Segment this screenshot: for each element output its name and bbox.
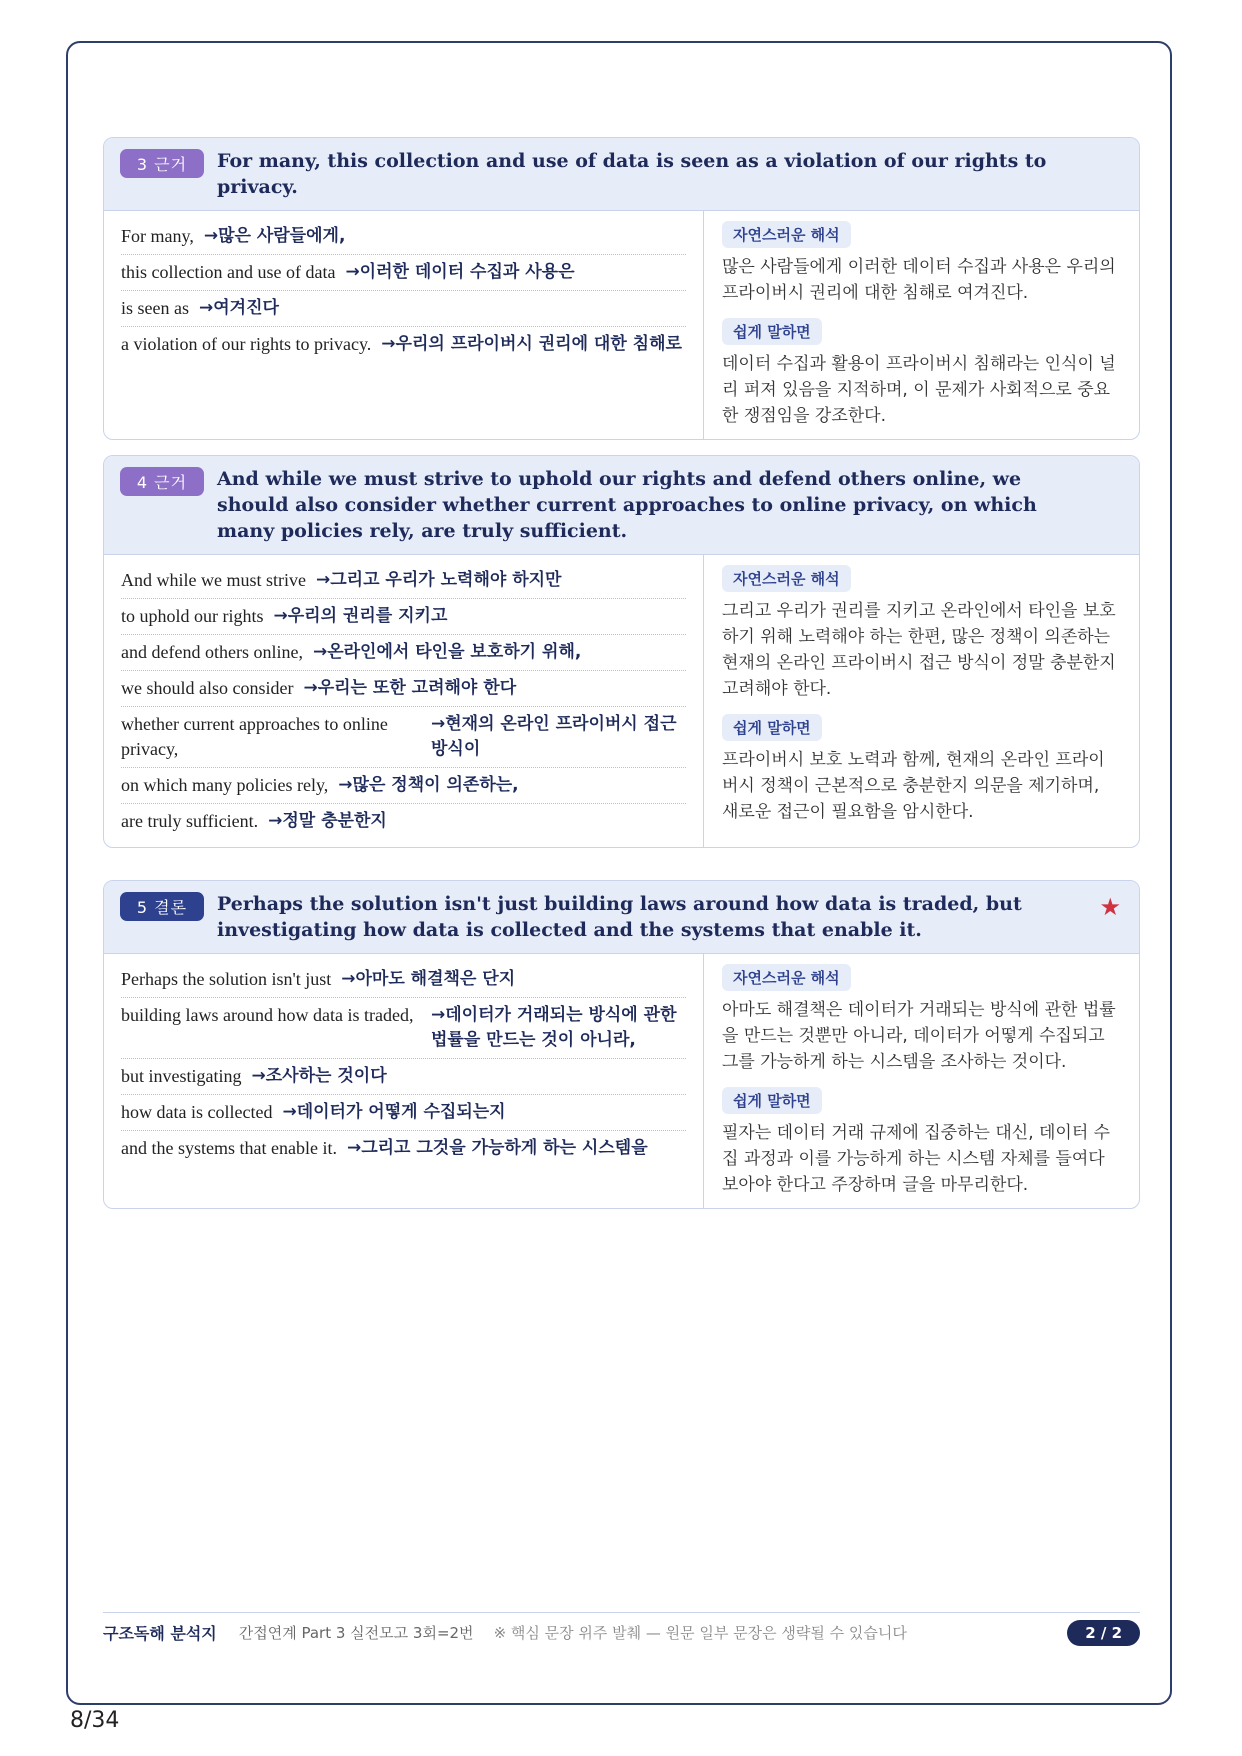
chunk-row [121, 599, 686, 635]
chunk-korean: →조사하는 것이다 [251, 1066, 387, 1086]
chunk-english: Perhaps the solution isn't just [121, 969, 332, 989]
section-heading: And while we must strive to uphold our rights and defend others online, we should also consider whether current approaches to online privacy, on which many policies rely, are truly sufficient. [217, 468, 1037, 542]
natural-translation-label: 자연스러운 해석 [722, 221, 851, 248]
chunk-korean: →데이터가 거래되는 방식에 관한 법률을 만드는 것이 아니라, [431, 1005, 677, 1050]
chunk-korean: →이러한 데이터 수집과 사용은 [345, 262, 575, 282]
chunk-row [121, 962, 686, 998]
natural-translation: 그리고 우리가 권리를 지키고 온라인에서 타인을 보호하기 위해 노력해야 하는 한편, 많은 정책이 의존하는 현재의 온라인 프라이버시 접근 방식이 정말 충분한지 고려해야 한다. [722, 601, 1116, 699]
natural-translation-label: 자연스러운 해석 [722, 565, 851, 592]
chunk-korean: →정말 충분한지 [268, 811, 387, 831]
footer-note: ※ 핵심 문장 위주 발췌 — 원문 일부 문장은 생략될 수 있습니다 [493, 1624, 907, 1642]
chunk-row [121, 768, 686, 804]
chunk-row [121, 255, 686, 291]
section-heading: For many, this collection and use of data is seen as a violation of our rights to privacy. [217, 150, 1047, 198]
footer [103, 1612, 1140, 1644]
section-badge: 3 근거 [120, 149, 204, 178]
chunk-english: how data is collected [121, 1102, 273, 1122]
section-header [104, 881, 1139, 954]
natural-translation: 아마도 해결책은 데이터가 거래되는 방식에 관한 법률을 만드는 것뿐만 아니라, 데이터가 어떻게 수집되고 그를 가능하게 하는 시스템을 조사하는 것이다. [722, 1000, 1116, 1072]
chunk-korean: →현재의 온라인 프라이버시 접근 방식이 [431, 714, 677, 759]
chunk-korean: →데이터가 어떻게 수집되는지 [282, 1102, 506, 1122]
chunk-english: building laws around how data is traded, [121, 1005, 414, 1025]
chunk-korean: →우리의 권리를 지키고 [273, 606, 448, 626]
chunk-row [121, 291, 686, 327]
chunk-korean: →많은 사람들에게, [203, 226, 346, 246]
star-icon: ★ [1099, 893, 1121, 921]
chunk-row [121, 327, 686, 362]
interpretation-panel [704, 211, 1139, 439]
chunk-row [121, 804, 686, 839]
easy-summary: 데이터 수집과 활용이 프라이버시 침해라는 인식이 널리 퍼져 있음을 지적하며, 이 문제가 사회적으로 중요한 쟁점임을 강조한다. [722, 354, 1116, 426]
chunk-english: are truly sufficient. [121, 811, 259, 831]
chunk-english: For many, [121, 226, 194, 246]
chunk-english: on which many policies rely, [121, 775, 329, 795]
easy-summary-label: 쉽게 말하면 [722, 714, 822, 741]
chunk-row [121, 671, 686, 707]
section-card-3 [103, 137, 1140, 440]
page-indicator: 2 / 2 [1067, 1620, 1140, 1646]
chunk-korean: →아마도 해결책은 단지 [341, 969, 516, 989]
interpretation-panel [704, 954, 1139, 1208]
easy-summary-label: 쉽게 말하면 [722, 318, 822, 345]
natural-translation-label: 자연스러운 해석 [722, 964, 851, 991]
chunk-list [104, 555, 704, 847]
footer-brand: 구조독해 분석지 [103, 1624, 217, 1643]
chunk-korean: →많은 정책이 의존하는, [338, 775, 519, 795]
chunk-korean: →온라인에서 타인을 보호하기 위해, [312, 642, 582, 662]
chunk-row [121, 635, 686, 671]
chunk-english: is seen as [121, 298, 189, 318]
chunk-english: this collection and use of data [121, 262, 336, 282]
chunk-english: a violation of our rights to privacy. [121, 334, 372, 354]
section-badge: 4 근거 [120, 467, 204, 496]
footer-info: 간접연계 Part 3 실전모고 3회=2번 [238, 1624, 474, 1642]
section-card-5 [103, 880, 1140, 1209]
chunk-korean: →여겨진다 [198, 298, 279, 318]
chunk-row [121, 563, 686, 599]
chunk-english: and defend others online, [121, 642, 303, 662]
chunk-row [121, 998, 686, 1059]
chunk-list [104, 954, 704, 1208]
chunk-list [104, 211, 704, 439]
chunk-english: And while we must strive [121, 570, 306, 590]
easy-summary: 필자는 데이터 거래 규제에 집중하는 대신, 데이터 수집 과정과 이를 가능하게 하는 시스템 자체를 들여다보아야 한다고 주장하며 글을 마무리한다. [722, 1123, 1111, 1195]
section-header [104, 138, 1139, 211]
page-number: 8/34 [70, 1708, 120, 1733]
chunk-english: we should also consider [121, 678, 294, 698]
chunk-row [121, 219, 686, 255]
chunk-english: whether current approaches to online privacy, [121, 714, 388, 759]
section-header [104, 456, 1139, 555]
chunk-row [121, 1059, 686, 1095]
chunk-english: to uphold our rights [121, 606, 264, 626]
chunk-row [121, 707, 686, 768]
chunk-row [121, 1095, 686, 1131]
chunk-korean: →우리의 프라이버시 권리에 대한 침해로 [381, 334, 682, 354]
section-badge: 5 결론 [120, 892, 204, 921]
easy-summary: 프라이버시 보호 노력과 함께, 현재의 온라인 프라이버시 정책이 근본적으로 충분한지 의문을 제기하며, 새로운 접근이 필요함을 암시한다. [722, 750, 1105, 822]
easy-summary-label: 쉽게 말하면 [722, 1087, 822, 1114]
chunk-korean: →우리는 또한 고려해야 한다 [303, 678, 517, 698]
chunk-english: but investigating [121, 1066, 242, 1086]
chunk-english: and the systems that enable it. [121, 1138, 337, 1158]
natural-translation: 많은 사람들에게 이러한 데이터 수집과 사용은 우리의 프라이버시 권리에 대한 침해로 여겨진다. [722, 257, 1116, 303]
interpretation-panel [704, 555, 1139, 847]
section-card-4 [103, 455, 1140, 848]
chunk-row [121, 1131, 686, 1166]
chunk-korean: →그리고 그것을 가능하게 하는 시스템을 [346, 1138, 648, 1158]
section-heading: Perhaps the solution isn't just building laws around how data is traded, but investigating how data is collected and the systems that enable it. [217, 893, 1022, 941]
chunk-korean: →그리고 우리가 노력해야 하지만 [315, 570, 562, 590]
